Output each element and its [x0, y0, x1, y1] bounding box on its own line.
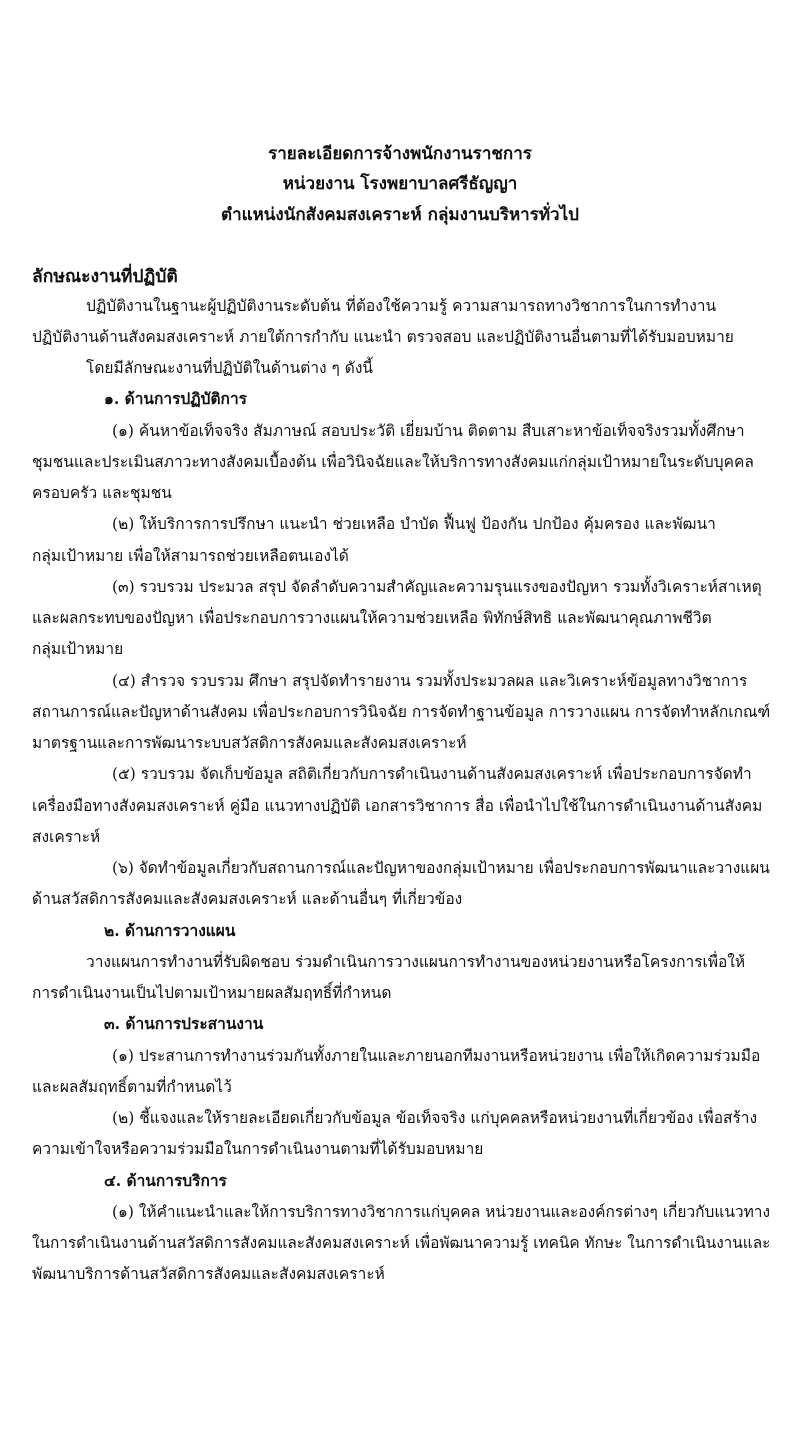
body-line: ชุมชนและประเมินสภาวะทางสังคมเบื้องต้น เพื่อวินิจฉัยและให้บริการทางสังคมแก่กลุ่มเป้าหมายในระดับบุคคล	[32, 453, 754, 471]
body-line: (๓) รวบรวม ประมวล สรุป จัดลำดับความสำคัญและความรุนแรงของปัญหา รวมทั้งวิเคราะห์สาเหตุ	[112, 578, 762, 596]
subsection-heading: ๔. ด้านการบริการ	[104, 1171, 227, 1190]
body-line: (๑) ประสานการทำงานร่วมกันทั้งภายในและภายนอกทีมงานหรือหน่วยงาน เพื่อให้เกิดความร่วมมือ	[112, 1047, 761, 1065]
body-line: วางแผนการทำงานที่รับผิดชอบ ร่วมดำเนินการวางแผนการทำงานของหน่วยงานหรือโครงการเพื่อให้	[86, 953, 746, 971]
body-line: กลุ่มเป้าหมาย	[32, 640, 124, 658]
body-line: (๖) จัดทำข้อมูลเกี่ยวกับสถานการณ์และปัญหาของกลุ่มเป้าหมาย เพื่อประกอบการพัฒนาและวางแผน	[112, 859, 770, 877]
body-line: การดำเนินงานเป็นไปตามเป้าหมายผลสัมฤทธิ์ที่กำหนด	[32, 984, 392, 1002]
body-line: กลุ่มเป้าหมาย เพื่อให้สามารถช่วยเหลือตนเองได้	[32, 547, 349, 565]
body-line: (๔) สำรวจ รวบรวม ศึกษา สรุปจัดทำรายงาน รวมทั้งประมวลผล และวิเคราะห์ข้อมูลทางวิชาการ	[112, 672, 748, 690]
body-line: สถานการณ์และปัญหาด้านสังคม เพื่อประกอบการวินิจฉัย การจัดทำฐานข้อมูล การวางแผน การจัดทำหลักเกณฑ์	[32, 703, 771, 721]
body-line: และผลสัมฤทธิ์ตามที่กำหนดไว้	[32, 1078, 232, 1096]
body-line: และผลกระทบของปัญหา เพื่อประกอบการวางแผนให้ความช่วยเหลือ พิทักษ์สิทธิ และพัฒนาคุณภาพชีวิต	[32, 609, 712, 627]
body-line: โดยมีลักษณะงานที่ปฏิบัติในด้านต่าง ๆ ดังนี้	[86, 359, 374, 377]
body-line: เครื่องมือทางสังคมสงเคราะห์ คู่มือ แนวทางปฏิบัติ เอกสารวิชาการ สื่อ เพื่อนำไปใช้ในการดำเนินงานด้านสังคม	[32, 797, 763, 815]
doc-department: หน่วยงาน โรงพยาบาลศรีธัญญา	[282, 174, 518, 194]
body-line: ปฏิบัติงานด้านสังคมสงเคราะห์ ภายใต้การกำกับ แนะนำ ตรวจสอบ และปฏิบัติงานอื่นตามที่ได้รับมอบหมาย	[32, 328, 734, 346]
body-line: ครอบครัว และชุมชน	[32, 484, 172, 502]
body-line: ด้านสวัสดิการสังคมและสังคมสงเคราะห์ และด้านอื่นๆ ที่เกี่ยวข้อง	[32, 890, 463, 908]
subsection-heading: ๒. ด้านการวางแผน	[104, 921, 236, 940]
body-line: ในการดำเนินงานด้านสวัสดิการสังคมและสังคมสงเคราะห์ เพื่อพัฒนาความรู้ เทคนิค ทักษะ ในการดำเนินงานและ	[32, 1234, 771, 1252]
body-line: ความเข้าใจหรือความร่วมมือในการดำเนินงานตามที่ได้รับมอบหมาย	[32, 1140, 484, 1158]
body-line: มาตรฐานและการพัฒนาระบบสวัสดิการสังคมและสังคมสงเคราะห์	[32, 734, 467, 752]
body-line: (๑) ให้คำแนะนำและให้การบริการทางวิชาการแก่บุคคล หน่วยงานและองค์กรต่างๆ เกี่ยวกับแนวทาง	[112, 1203, 771, 1221]
section-heading: ลักษณะงานที่ปฏิบัติ	[32, 267, 178, 287]
doc-position: ตำแหน่งนักสังคมสงเคราะห์ กลุ่มงานบริหารทั่วไป	[221, 205, 579, 225]
subsection-heading: ๑. ด้านการปฏิบัติการ	[104, 389, 247, 408]
body-line: สงเคราะห์	[32, 828, 101, 846]
body-line: ปฏิบัติงานในฐานะผู้ปฏิบัติงานระดับต้น ที่ต้องใช้ความรู้ ความสามารถทางวิชาการในการทำงาน	[86, 297, 717, 315]
body-line: (๑) ค้นหาข้อเท็จจริง สัมภาษณ์ สอบประวัติ เยี่ยมบ้าน ติดตาม สืบเสาะหาข้อเท็จจริงรวมทั้งศึกษา	[112, 422, 745, 440]
body-line: พัฒนาบริการด้านสวัสดิการสังคมและสังคมสงเคราะห์	[32, 1265, 385, 1283]
body-line: (๒) ชี้แจงและให้รายละเอียดเกี่ยวกับข้อมูล ข้อเท็จจริง แก่บุคคลหรือหน่วยงานที่เกี่ยวข้อง เพื่อสร้าง	[112, 1109, 758, 1127]
doc-title: รายละเอียดการจ้างพนักงานราชการ	[268, 144, 532, 164]
body-line: (๕) รวบรวม จัดเก็บข้อมูล สถิติเกี่ยวกับการดำเนินงานด้านสังคมสงเคราะห์ เพื่อประกอบการจัดทำ	[112, 765, 752, 783]
subsection-heading: ๓. ด้านการประสานงาน	[104, 1014, 264, 1033]
body-line: (๒) ให้บริการการปรึกษา แนะนำ ช่วยเหลือ บำบัด ฟื้นฟู ป้องกัน ปกป้อง คุ้มครอง และพัฒนา	[112, 515, 716, 533]
